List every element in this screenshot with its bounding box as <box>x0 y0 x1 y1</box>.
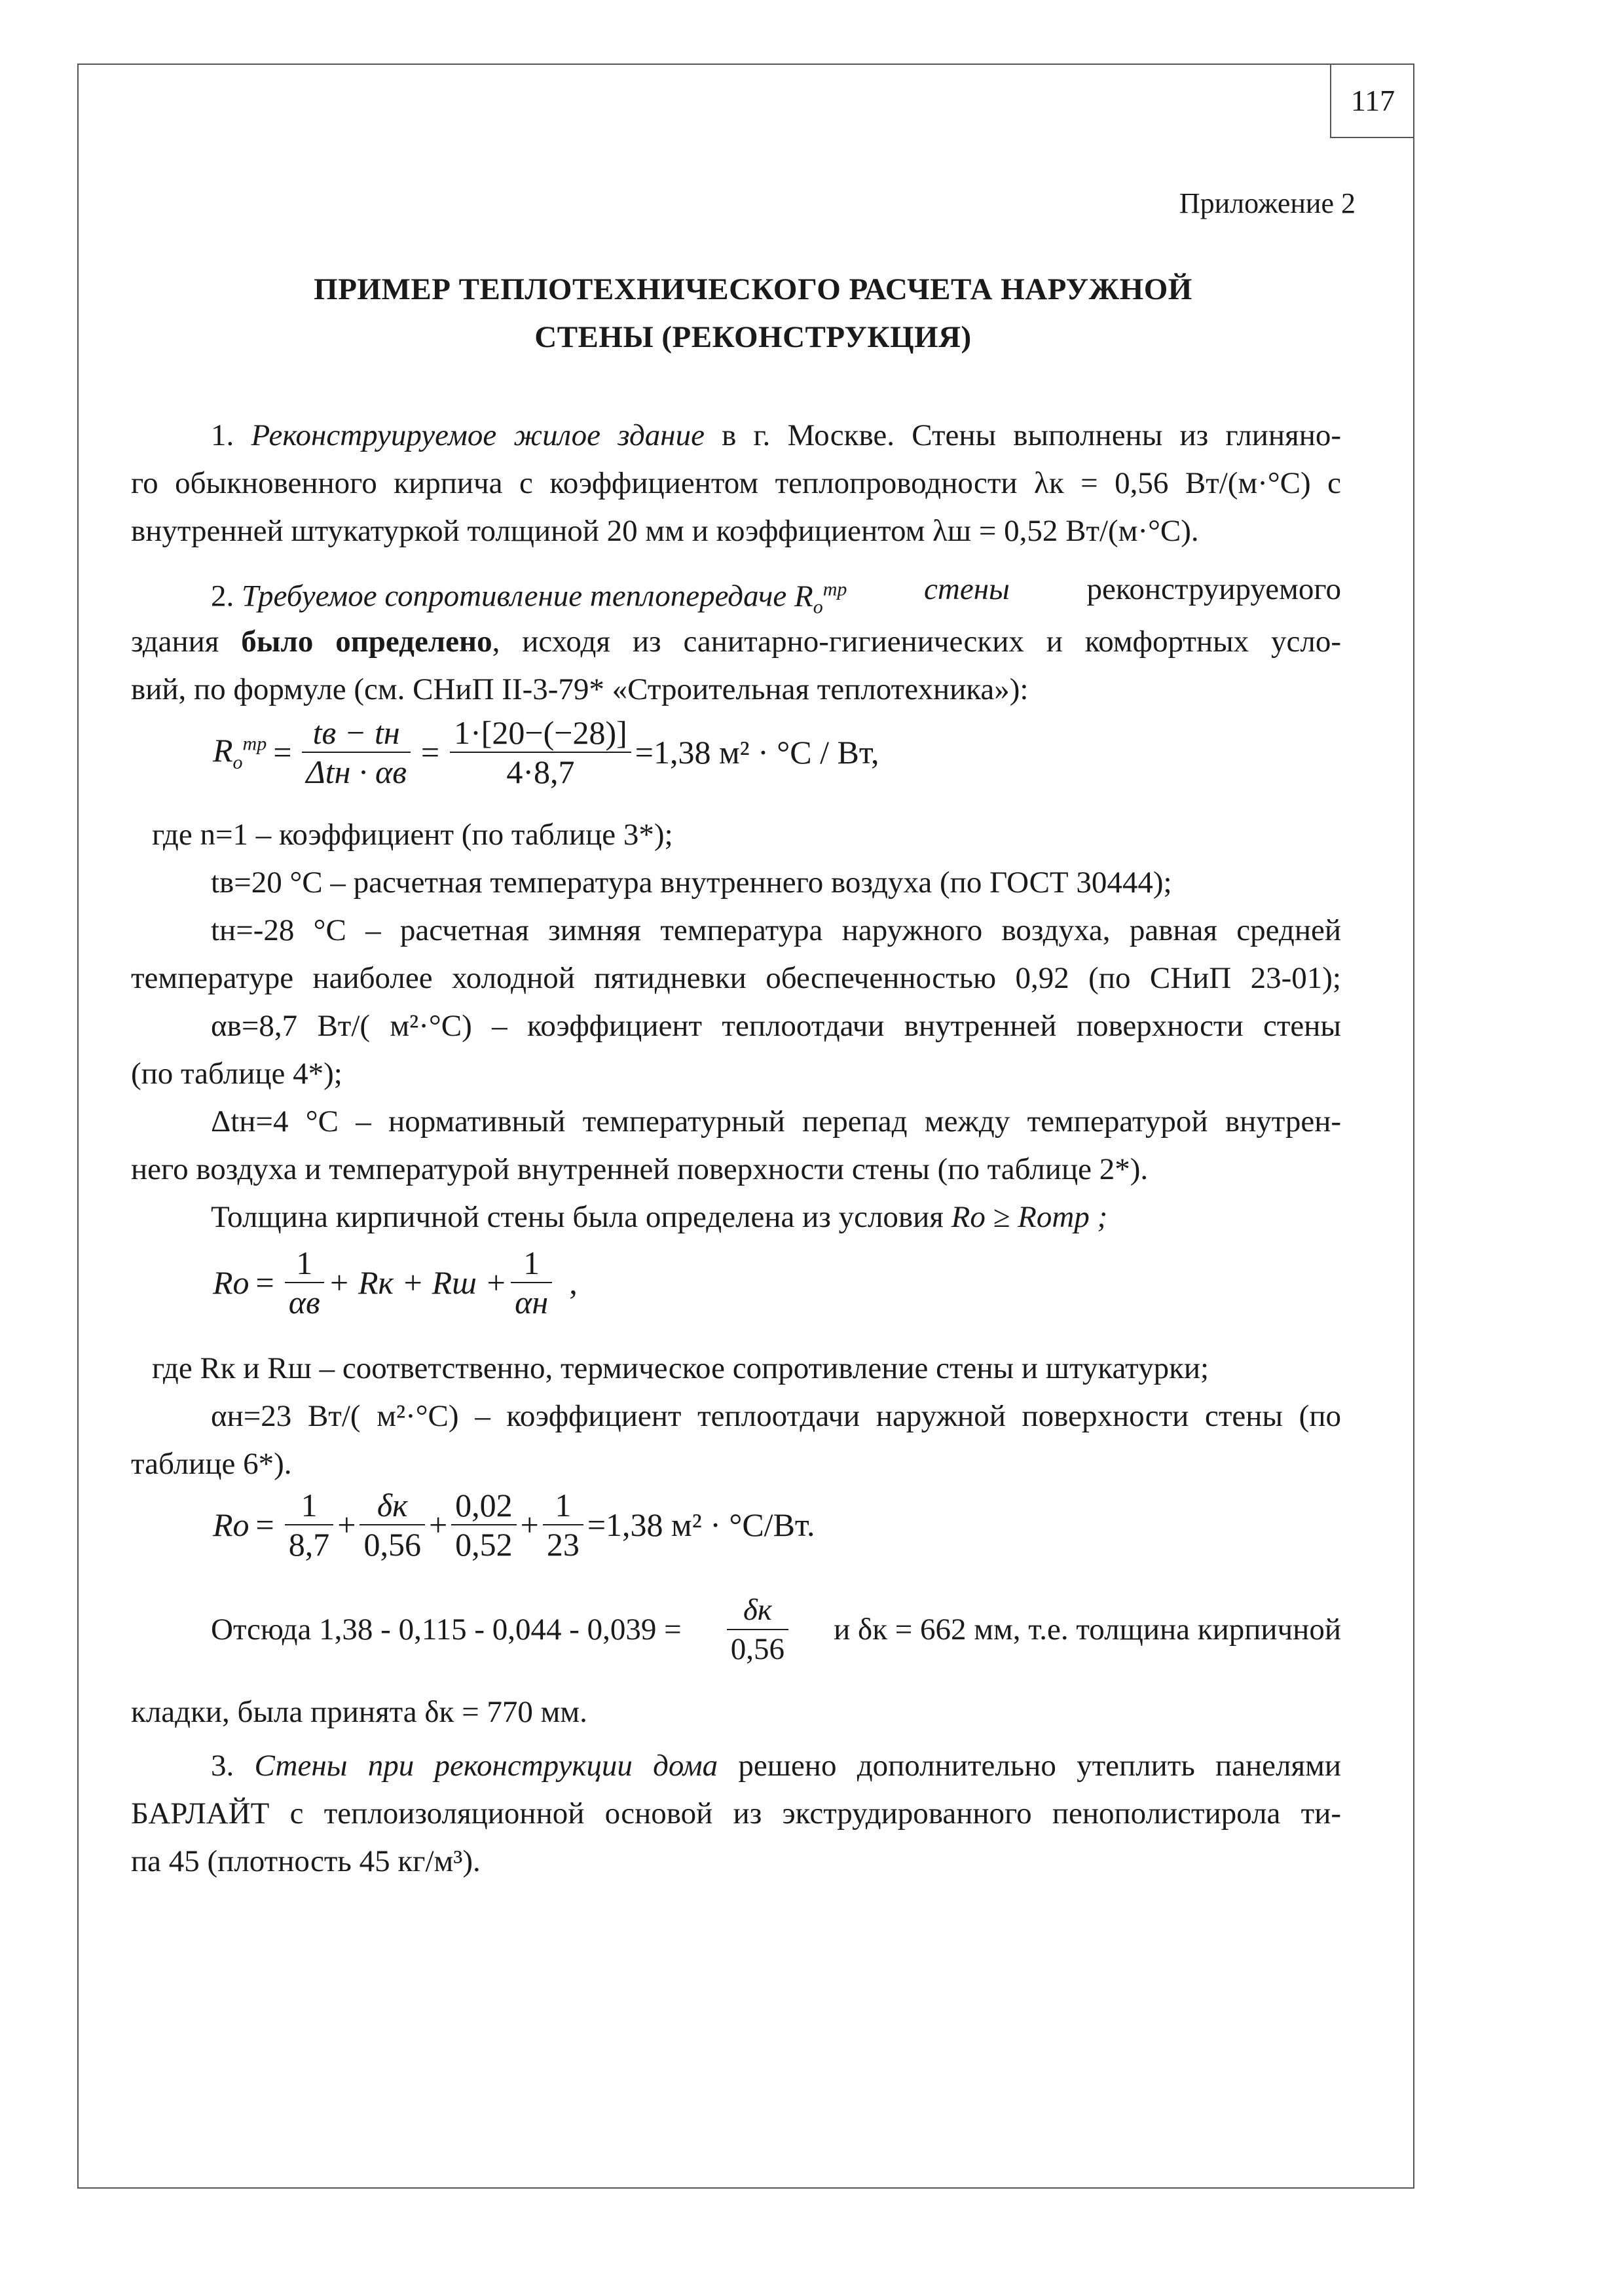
def-tv: tв=20 °С – расчетная температура внутреннего воздуха (по ГОСТ 30444); <box>211 866 1172 900</box>
def-dtn-2: него воздуха и температурой внутренней поверхности стены (по таблице 2*). <box>131 1152 1149 1186</box>
equation-brick-thickness: Отсюда 1,38 - 0,115 - 0,044 - 0,039 = $\frac{\delta к}{0,56}$ и δк = 662 мм, т.е. толщина кирпичной <box>211 1591 1341 1668</box>
p3-line-2: БАРЛАЙТ с теплоизоляционной основой из экструдированного пенополистирола ти- <box>131 1796 1341 1831</box>
title-line-2: СТЕНЫ (РЕКОНСТРУКЦИЯ) <box>534 320 972 354</box>
thickness-condition: Толщина кирпичной стены была определена из условия Ro ≥ Roтр ; <box>211 1200 1108 1234</box>
def-rk-rsh: где Rк и Rш – соответственно, термическое сопротивление стены и штукатурки; <box>152 1351 1209 1385</box>
p2-line-1: 2. Требуемое сопротивление теплопередаче $R_o^{тр}$ стены реконструируемого <box>211 572 1341 618</box>
def-alpha-v-2: (по таблице 4*); <box>131 1057 342 1091</box>
p1-line-3: внутренней штукатуркой толщиной 20 мм и коэффициентом λш = 0,52 Вт/(м·°С). <box>131 514 1199 548</box>
p2-line-2: здания было определено, исходя из санитарно-гигиенических и комфортных усло- <box>131 625 1341 659</box>
title-line-1: ПРИМЕР ТЕПЛОТЕХНИЧЕСКОГО РАСЧЕТА НАРУЖНОЙ <box>314 272 1192 306</box>
p1-line-1: 1. Реконструируемое жилое здание в г. Москве. Стены выполнены из глиняно- <box>211 418 1342 452</box>
def-n: где n=1 – коэффициент (по таблице 3*); <box>152 818 673 852</box>
p2-line-3: вий, по формуле (см. СНиП II-3-79* «Строительная теплотехника»): <box>131 672 1029 706</box>
def-alpha-n-2: таблице 6*). <box>131 1447 292 1481</box>
page-number: 117 <box>1330 64 1414 138</box>
def-alpha-v-1: αв=8,7 Вт/( м²·°С) – коэффициент теплоотдачи внутренней поверхности стены <box>211 1009 1341 1043</box>
p3-line-3: па 45 (плотность 45 кг/м³). <box>131 1844 481 1878</box>
def-alpha-n-1: αн=23 Вт/( м²·°С) – коэффициент теплоотдачи наружной поверхности стены (по <box>211 1399 1341 1433</box>
accepted-thickness: кладки, была принята δк = 770 мм. <box>131 1695 587 1729</box>
p1-line-2: го обыкновенного кирпича с коэффициентом теплопроводности λк = 0,56 Вт/(м·°С) с <box>131 466 1341 500</box>
equation-numeric: Ro = $\frac{1}{8,7}$ + $\frac{\delta к}{0,56}$ + $\frac{0,02}{0,52}$ + $\frac{1}{23}$ =1,38 м² · °С/Вт. <box>213 1487 815 1563</box>
def-dtn-1: Δtн=4 °С – нормативный температурный перепад между температурой внутрен- <box>211 1104 1341 1139</box>
def-tn-2: температуре наиболее холодной пятидневки обеспеченностью 0,92 (по СНиП 23-01); <box>131 961 1341 995</box>
def-tn-1: tн=-28 °С – расчетная зимняя температура наружного воздуха, равная средней <box>211 913 1341 947</box>
p3-line-1: 3. Стены при реконструкции дома решено дополнительно утеплить панелями <box>211 1749 1342 1783</box>
appendix-label: Приложение 2 <box>1179 187 1356 219</box>
equation-required-resistance: $R_o^{тр}$ = $\frac{tв - tн}{\text{Δtн · αв}}$ = $\frac{1\cdot[20-(-28)]}{4\cdot 8,7}$ =1,38 м² · °C / Вт, <box>213 714 879 790</box>
equation-total-resistance: Ro = $\frac{1}{\alpha в}$ + Rк + Rш + $\frac{1}{\alpha н}$ , <box>213 1245 578 1321</box>
